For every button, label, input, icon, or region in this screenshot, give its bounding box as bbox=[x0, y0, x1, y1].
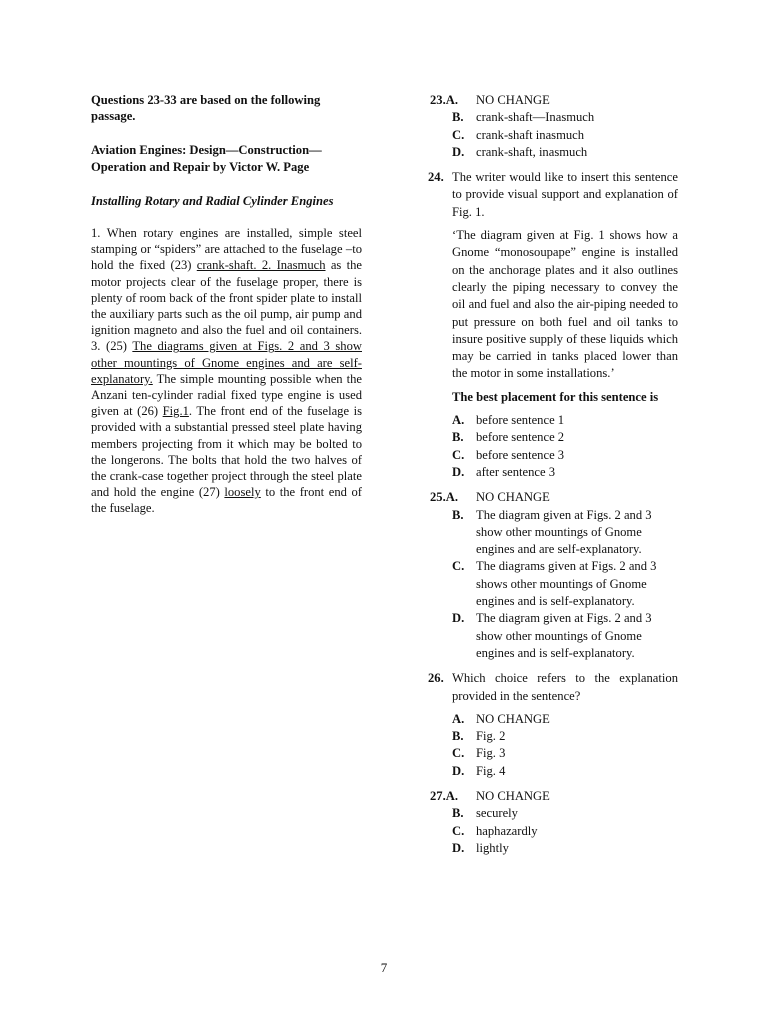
question-24-prompt: The best placement for this sentence is bbox=[452, 389, 659, 404]
choice-26c: C. Fig. 3 bbox=[452, 746, 506, 761]
choice-23b: B. crank-shaft—Inasmuch bbox=[452, 110, 595, 125]
question-26-stem: 26. Which choice refers to the explanation provided in the sentence? bbox=[428, 671, 678, 703]
choice-25d: D. The diagram given at Figs. 2 and 3 show other mountings of Gnome engines and is self-explanatory. bbox=[452, 611, 652, 660]
choice-24a: A. before sentence 1 bbox=[452, 413, 565, 428]
choice-27d: D. lightly bbox=[452, 840, 509, 855]
question-26 bbox=[428, 670, 678, 780]
question-24 bbox=[428, 169, 678, 481]
question-27 bbox=[428, 788, 678, 857]
choice-25c: C. The diagrams given at Figs. 2 and 3 shows other mountings of Gnome engines and is self-explanatory. bbox=[452, 559, 657, 609]
choice-26b: B. Fig. 2 bbox=[452, 729, 506, 744]
choice-26a: A. NO CHANGE bbox=[452, 711, 550, 726]
passage-subtitle: Installing Rotary and Radial Cylinder Engines bbox=[91, 193, 334, 208]
choice-27c: C. haphazardly bbox=[452, 823, 538, 838]
choice-25a: 25.A. NO CHANGE bbox=[430, 490, 550, 505]
passage-source: Aviation Engines: Design—Construction—Operation and Repair by Victor W. Page bbox=[91, 143, 322, 174]
choice-23c: C. crank-shaft inasmuch bbox=[452, 127, 585, 142]
passage-segment: as the motor projects clear of the fuselage proper, there is plenty of room back of the front spider plate to install the auxiliary parts such as the oil pump, air pump and ignition magneto and also the fuel and oil containers. 3. (25) bbox=[91, 258, 362, 354]
page-number: 7 bbox=[380, 960, 388, 975]
question-23 bbox=[428, 92, 678, 161]
questions-intro: Questions 23-33 are based on the following passage. bbox=[91, 93, 321, 124]
passage-segment: . The front end of the fuselage is provided with a substantial pressed steel plate having members projecting from it which may be bolted to the longerons. The bolts that hold the two halves of the crank-case together project through the steel plate and hold the engine (27) bbox=[91, 404, 362, 500]
choice-27a: 27.A. NO CHANGE bbox=[430, 788, 550, 803]
passage-column bbox=[91, 92, 362, 517]
question-24-quote: ‘The diagram given at Fig. 1 shows how a Gnome “monosoupape” engine is installed on the anchorage plates and it also outlines clearly the piping necessary to convey the oil and fuel and also the air-piping needed to put pressure on both fuel and oil tanks to insure positive supply of these liquids which may be carried in tanks placed lower than the motor in some installations.’ bbox=[452, 228, 678, 381]
choice-25b: B. The diagram given at Figs. 2 and 3 show other mountings of Gnome engines and are self-explanatory. bbox=[452, 507, 652, 557]
underlined-27: loosely bbox=[224, 485, 261, 500]
choice-23a: 23.A. NO CHANGE bbox=[430, 93, 550, 107]
choice-24c: C. before sentence 3 bbox=[452, 447, 565, 462]
choice-23d: D. crank-shaft, inasmuch bbox=[452, 144, 588, 159]
underlined-23: crank-shaft. 2. Inasmuch bbox=[196, 258, 326, 273]
underlined-26: Fig.1 bbox=[162, 404, 189, 419]
passage-segment: 1. When rotary engines are installed, simple steel stamping or “spiders” are attached to the fuselage –to hold the fixed (23) bbox=[91, 226, 362, 273]
choice-26d: D. Fig. 4 bbox=[452, 763, 506, 778]
choice-24d: D. after sentence 3 bbox=[452, 464, 556, 479]
passage-text bbox=[91, 225, 362, 517]
choice-27b: B. securely bbox=[452, 806, 518, 821]
questions-column bbox=[428, 92, 678, 865]
passage-segment: The simple mounting possible when the Anzani ten-cylinder radial fixed type engine is used given at (26) bbox=[91, 371, 362, 419]
passage-segment: to the front end of the fuselage. bbox=[91, 485, 362, 516]
question-24-stem: 24. The writer would like to insert this sentence to provide visual support and explanation of Fig. 1. bbox=[428, 170, 678, 219]
underlined-25: The diagrams given at Figs. 2 and 3 show other mountings of Gnome engines and are self-explanatory. bbox=[91, 339, 362, 386]
choice-24b: B. before sentence 2 bbox=[452, 430, 565, 445]
question-25 bbox=[428, 489, 678, 662]
